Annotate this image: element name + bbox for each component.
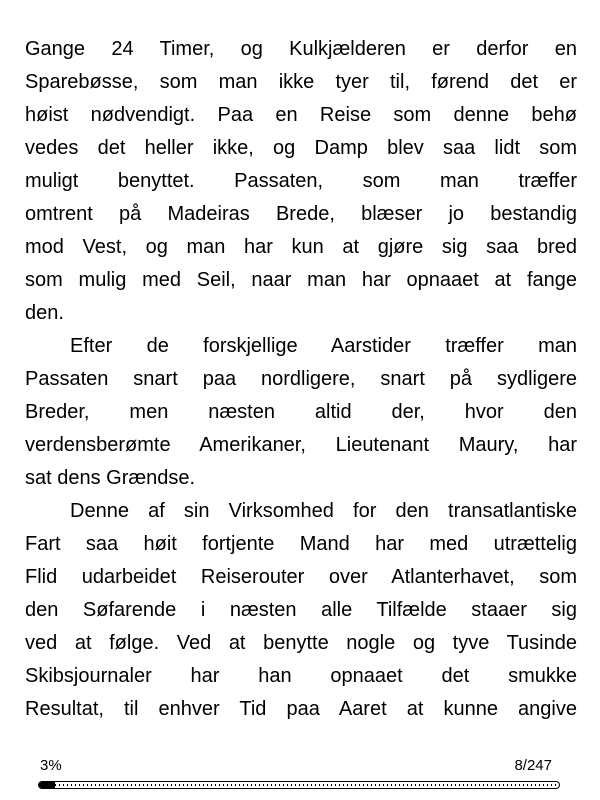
text-line: den Søfarende i næsten alle Tilfælde staaer sig <box>25 599 577 621</box>
text-line: Gange 24 Timer, og Kulkjælderen er derfor en <box>25 38 577 60</box>
text-line: Denne af sin Virksomhed for den transatlantiske <box>70 500 577 522</box>
text-line: sat dens Grændse. <box>25 467 196 489</box>
text-line: den. <box>25 302 64 324</box>
progress-bar-fill <box>39 782 55 788</box>
text-line: mod Vest, og man har kun at gjøre sig saa bred <box>25 236 577 258</box>
text-line: Efter de forskjellige Aarstider træffer man <box>70 335 577 357</box>
book-text <box>25 33 577 726</box>
text-line: vedes det heller ikke, og Damp blev saa lidt som <box>25 137 577 159</box>
text-line: verdensberømte Amerikaner, Lieutenant Maury, har <box>25 434 577 456</box>
text-line: høist nødvendigt. Paa en Reise som denne behø <box>25 104 577 126</box>
text-line: Breder, men næsten altid der, hvor den <box>25 401 577 423</box>
reading-status-bar <box>38 755 560 795</box>
text-line: Fart saa høit fortjente Mand har med utrættelig <box>25 533 577 555</box>
text-line: Resultat, til enhver Tid paa Aaret at kunne angive <box>25 698 577 720</box>
text-line: Skibsjournaler har han opnaaet det smukke <box>25 665 577 687</box>
text-line: omtrent på Madeiras Brede, blæser jo bestandig <box>25 203 577 225</box>
text-line: ved at følge. Ved at benytte nogle og tyve Tusinde <box>25 632 577 654</box>
text-line: som mulig med Seil, naar man har opnaaet at fange <box>25 269 577 291</box>
text-line: Flid udarbeidet Reiserouter over Atlanterhavet, som <box>25 566 577 588</box>
page-counter: 8/247 <box>514 757 552 774</box>
text-line: Sparebøsse, som man ikke tyer til, førend det er <box>25 71 577 93</box>
text-line: muligt benyttet. Passaten, som man træffer <box>25 170 577 192</box>
progress-bar <box>38 781 560 789</box>
text-line: Passaten snart paa nordligere, snart på sydligere <box>25 368 577 390</box>
progress-percent: 3% <box>40 757 62 774</box>
